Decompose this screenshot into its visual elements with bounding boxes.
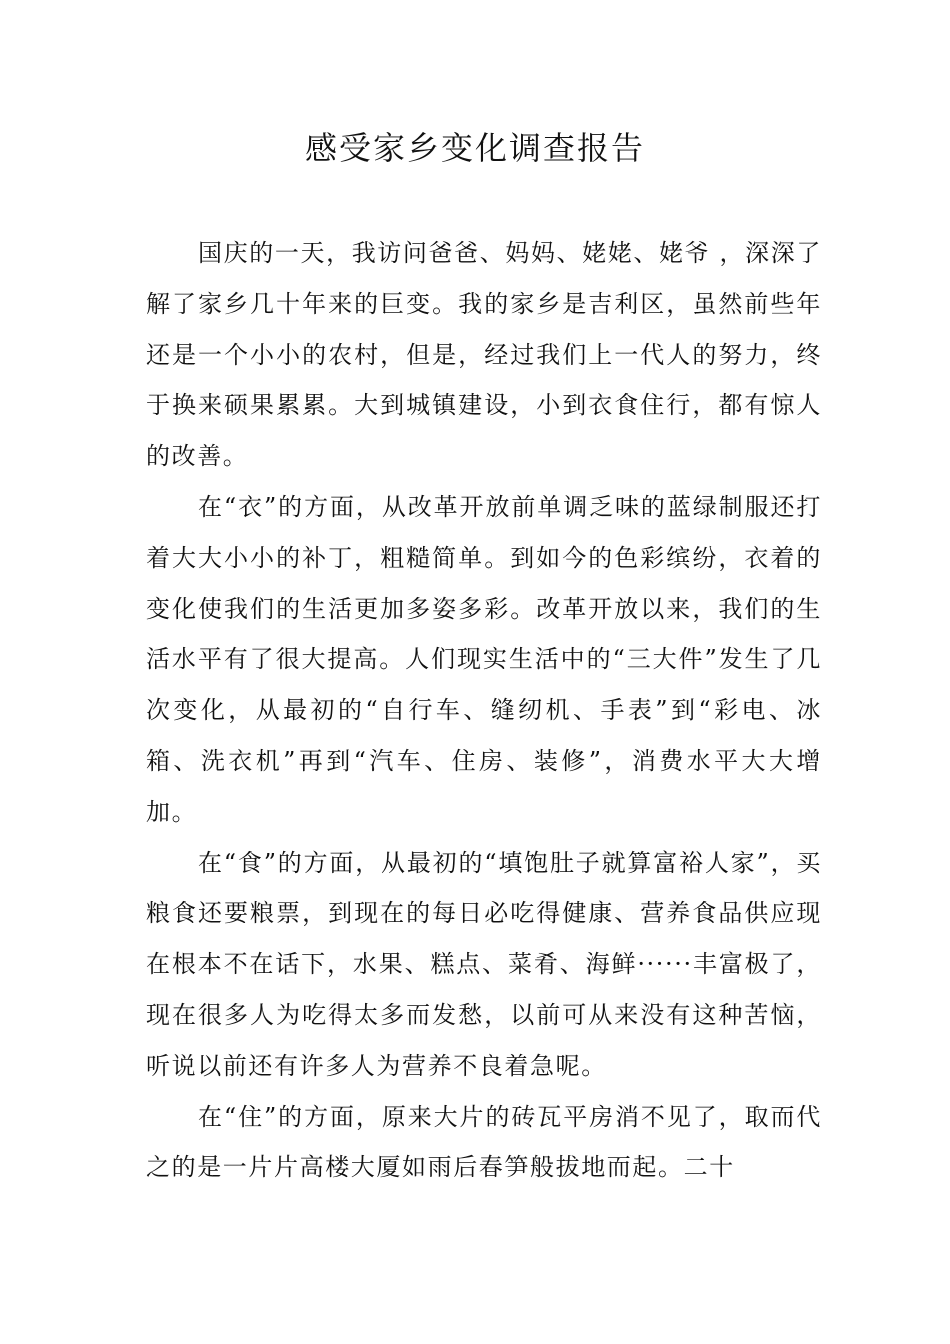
- paragraph-food: 在“食”的方面，从最初的“填饱肚子就算富裕人家”，买粮食还要粮票，到现在的每日必吃得健康、营养食品供应现在根本不在话下，水果、糕点、菜肴、海鲜······丰富极了，现在很多人为吃得太多而发愁，以前可从来没有这种苦恼，听说以前还有许多人为营养不良着急呢。: [146, 848, 822, 1080]
- paragraph-intro: 国庆的一天，我访问爸爸、妈妈、姥姥、姥爷 ，深深了解了家乡几十年来的巨变。我的家乡是吉利区，虽然前些年还是一个小小的农村，但是，经过我们上一代人的努力，终于换来硕果累累。大到城镇建设，小到衣食住行，都有惊人的改善。: [146, 239, 822, 471]
- document-title: 感受家乡变化调查报告: [304, 129, 645, 167]
- paragraph-housing: 在“住”的方面，原来大片的砖瓦平房消不见了，取而代之的是一片片高楼大厦如雨后春笋般拔地而起。二十: [146, 1102, 822, 1182]
- paragraph-clothing: 在“衣”的方面，从改革开放前单调乏味的蓝绿制服还打着大大小小的补丁，粗糙简单。到如今的色彩缤纷，衣着的变化使我们的生活更加多姿多彩。改革开放以来，我们的生活水平有了很大提高。人们现实生活中的“三大件”发生了几次变化，从最初的“自行车、缝纫机、手表”到“彩电、冰箱、洗衣机”再到“汽车、住房、装修”，消费水平大大增加。: [146, 492, 822, 826]
- document-body: [146, 228, 822, 1193]
